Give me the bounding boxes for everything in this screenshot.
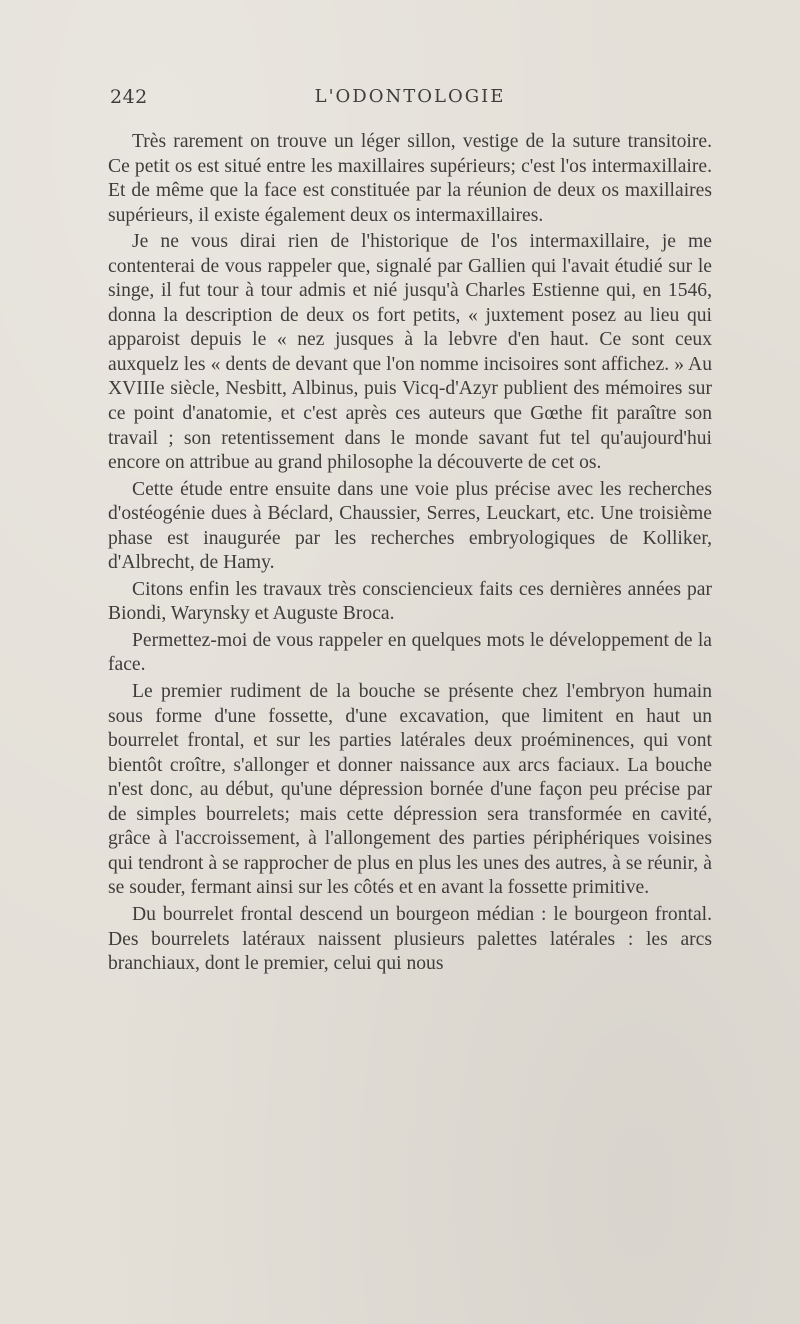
paragraph-6: Le premier rudiment de la bouche se présente chez l'embryon humain sous forme d'une fossette, d'une excavation, que limitent en haut un bourrelet frontal, et sur les parties latérales deux proéminences, qui vont bientôt croître, s'allonger et donner naissance aux arcs faciaux. La bouche n'est donc, au début, qu'une dépression bornée d'une façon peu précise par de simples bourrelets; mais cette dépression sera transformée en cavité, grâce à l'accroissement, à l'allongement des parties périphériques voisines qui tendront à se rapprocher de plus en plus les unes des autres, à se réunir, à se souder, fermant ainsi sur les côtés et en avant la fossette primitive. (108, 681, 712, 899)
body-text (108, 130, 712, 979)
page-number: 242 (110, 86, 148, 108)
paragraph-5: Permettez-moi de vous rappeler en quelques mots le développement de la face. (108, 629, 712, 676)
paragraph-1: Très rarement on trouve un léger sillon, vestige de la suture transitoire. Ce petit os est situé entre les maxillaires supérieurs; c'est l'os intermaxillaire. Et de même que la face est constituée par la réunion de deux os maxillaires supérieurs, il existe également deux os intermaxillaires. (108, 131, 712, 226)
paragraph-4: Citons enfin les travaux très consciencieux faits ces dernières années par Biondi, Warynsky et Auguste Broca. (108, 578, 712, 625)
page-header (110, 86, 710, 116)
running-title: L'ODONTOLOGIE (314, 86, 506, 107)
paragraph-2: Je ne vous dirai rien de l'historique de l'os intermaxillaire, je me contenterai de vous rappeler que, signalé par Gallien qui l'avait étudié sur le singe, il fut tour à tour admis et nié jusqu'à Charles Estienne qui, en 1546, donna la description de deux os fort petits, « juxtement posez au lieu qui apparoist depuis le « nez jusques à la lebvre d'en haut. Ce sont ceux auxquelz les « dents de devant que l'on nomme incisoires sont affichez. » Au XVIIIe siècle, Nesbitt, Albinus, puis Vicq-d'Azyr publient des mémoires sur ce point d'anatomie, et c'est après ces auteurs que Gœthe fit paraître son travail ; son retentissement dans le monde savant fut tel qu'aujourd'hui encore on attribue au grand philosophe la découverte de cet os. (108, 231, 712, 474)
paragraph-7: Du bourrelet frontal descend un bourgeon médian : le bourgeon frontal. Des bourrelets latéraux naissent plusieurs palettes latérales : les arcs branchiaux, dont le premier, celui qui nous (108, 903, 712, 975)
paragraph-3: Cette étude entre ensuite dans une voie plus précise avec les recherches d'ostéogénie dues à Béclard, Chaussier, Serres, Leuckart, etc. Une troisième phase est inaugurée par les recherches embryologiques de Kolliker, d'Albrecht, de Hamy. (108, 478, 712, 574)
